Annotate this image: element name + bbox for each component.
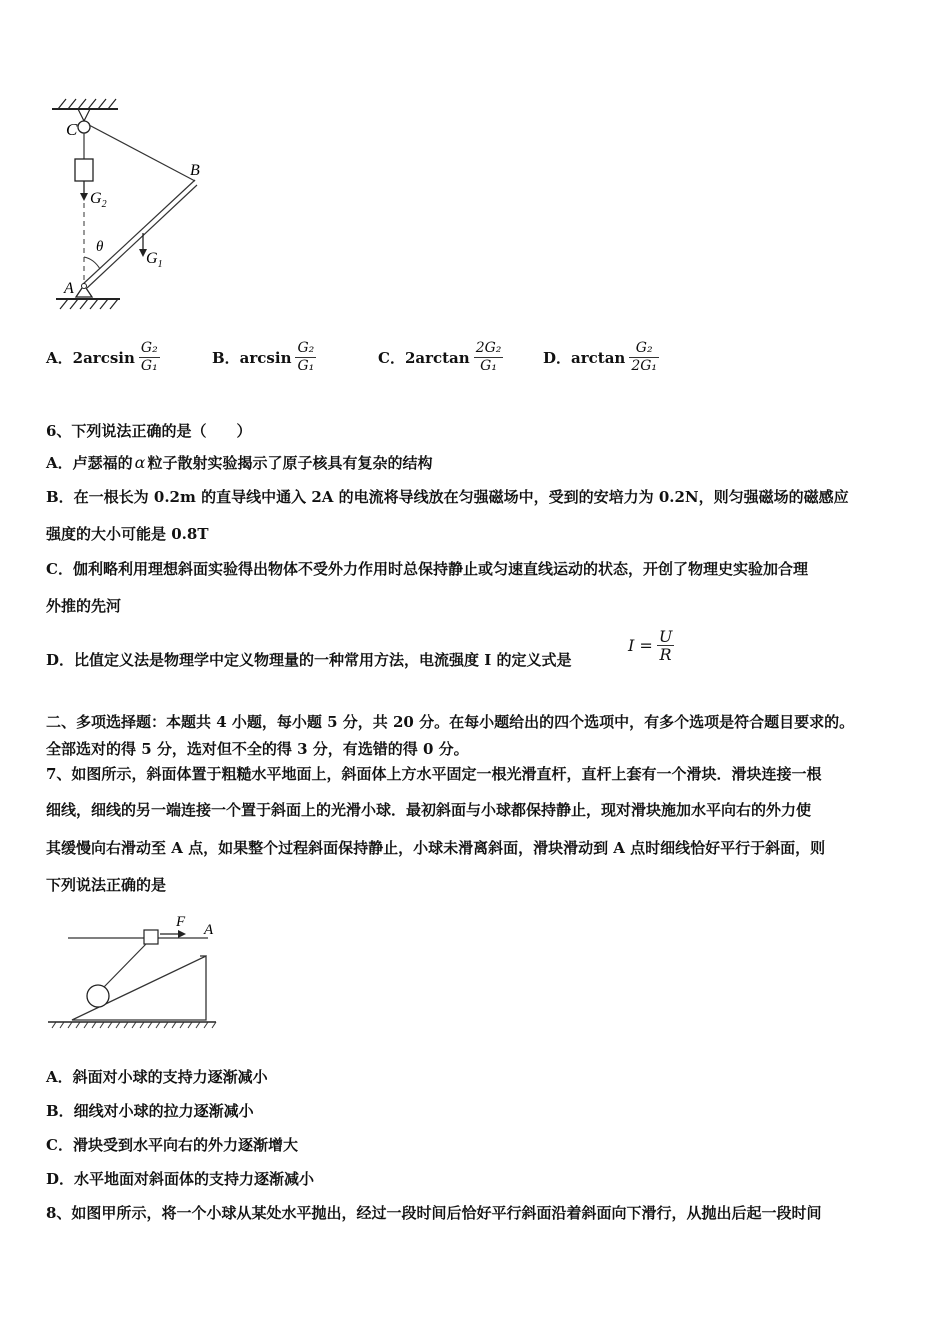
label-g1-sub: 1 bbox=[157, 259, 163, 270]
q7-option-d[interactable]: D．水平地面对斜面体的支持力逐渐减小 bbox=[46, 1170, 315, 1188]
label-theta: θ bbox=[96, 239, 104, 255]
q7-stem-line4: 下列说法正确的是 bbox=[46, 876, 167, 894]
q6-option-c-line2: 外推的先河 bbox=[46, 597, 122, 615]
q5-option-c[interactable]: C．2arctan $\frac{\text{2G₂}}{\text{G₁}}$ bbox=[378, 340, 502, 374]
q7-option-c[interactable]: C．滑块受到水平向右的外力逐渐增大 bbox=[46, 1136, 298, 1154]
label-g2-sub: 2 bbox=[101, 199, 107, 210]
q5-option-b[interactable]: B．arcsin $\frac{\text{G₂}}{\text{G₁}}$ bbox=[212, 340, 315, 374]
q6-option-b-line1[interactable]: B．在一根长为 0.2m 的直导线中通入 2A 的电流将导线放在匀强磁场中，受到的安培力为 0.2N，则匀强磁场的磁感应 bbox=[46, 488, 849, 506]
q5-option-a[interactable]: A．2arcsin $\frac{\text{G₂}}{\text{G₁}}$ bbox=[46, 340, 158, 374]
q7-option-a[interactable]: A．斜面对小球的支持力逐渐减小 bbox=[46, 1068, 268, 1086]
section2-line2: 全部选对的得 5 分，选对但不全的得 3 分，有选错的得 0 分。 bbox=[46, 740, 469, 758]
q6-option-d[interactable]: D．比值定义法是物理学中定义物理量的一种常用方法，电流强度 I 的定义式是 bbox=[46, 651, 572, 669]
label-a-point: A bbox=[204, 922, 214, 938]
svg-text:G1 bbox=[146, 250, 163, 270]
q6-formula: I = $\frac{U}{R}$ bbox=[628, 627, 673, 664]
alpha-symbol: α bbox=[134, 453, 146, 472]
label-b: B bbox=[190, 162, 200, 179]
q5-option-d[interactable]: D．arctan $\frac{\text{G₂}}{\text{2G₁}}$ bbox=[543, 340, 658, 374]
label-f: F bbox=[176, 914, 186, 930]
q6-option-b-line2: 强度的大小可能是 0.8T bbox=[46, 525, 209, 543]
q7-stem-line3: 其缓慢向右滑动至 A 点，如果整个过程斜面保持静止，小球未滑离斜面，滑块滑动到 A 点时细线恰好平行于斜面，则 bbox=[46, 839, 826, 857]
label-g1: G bbox=[146, 250, 158, 267]
figure-incline-slider bbox=[44, 908, 234, 1033]
q7-stem-line2: 细线，细线的另一端连接一个置于斜面上的光滑小球．最初斜面与小球都保持静止，现对滑块施加水平向右的外力使 bbox=[46, 801, 812, 819]
label-c: C bbox=[66, 120, 78, 139]
q8-stem-line1: 8、如图甲所示，将一个小球从某处水平抛出，经过一段时间后恰好平行斜面沿着斜面向下滑行，从抛出后起一段时间 bbox=[46, 1204, 822, 1222]
q7-option-b[interactable]: B．细线对小球的拉力逐渐减小 bbox=[46, 1102, 254, 1120]
label-a: A bbox=[64, 280, 74, 297]
section2-line1: 二、多项选择题：本题共 4 小题，每小题 5 分，共 20 分。在每小题给出的四个选项中，有多个选项是符合题目要求的。 bbox=[46, 713, 855, 731]
q6-stem: 6、下列说法正确的是（ ） bbox=[46, 422, 252, 440]
q6-option-a[interactable]: A．卢瑟福的 α 粒子散射实验揭示了原子核具有复杂的结构 bbox=[46, 453, 433, 472]
q7-stem-line1: 7、如图所示，斜面体置于粗糙水平地面上，斜面体上方水平固定一根光滑直杆，直杆上套有一个滑块．滑块连接一根 bbox=[46, 765, 822, 783]
label-g2: G bbox=[90, 190, 102, 207]
q6-option-c-line1[interactable]: C．伽利略利用理想斜面实验得出物体不受外力作用时总保持静止或匀速直线运动的状态，开创了物理史实验加合理 bbox=[46, 560, 808, 578]
figure-rod-pulley bbox=[40, 95, 220, 325]
svg-text:G2 bbox=[90, 190, 107, 210]
